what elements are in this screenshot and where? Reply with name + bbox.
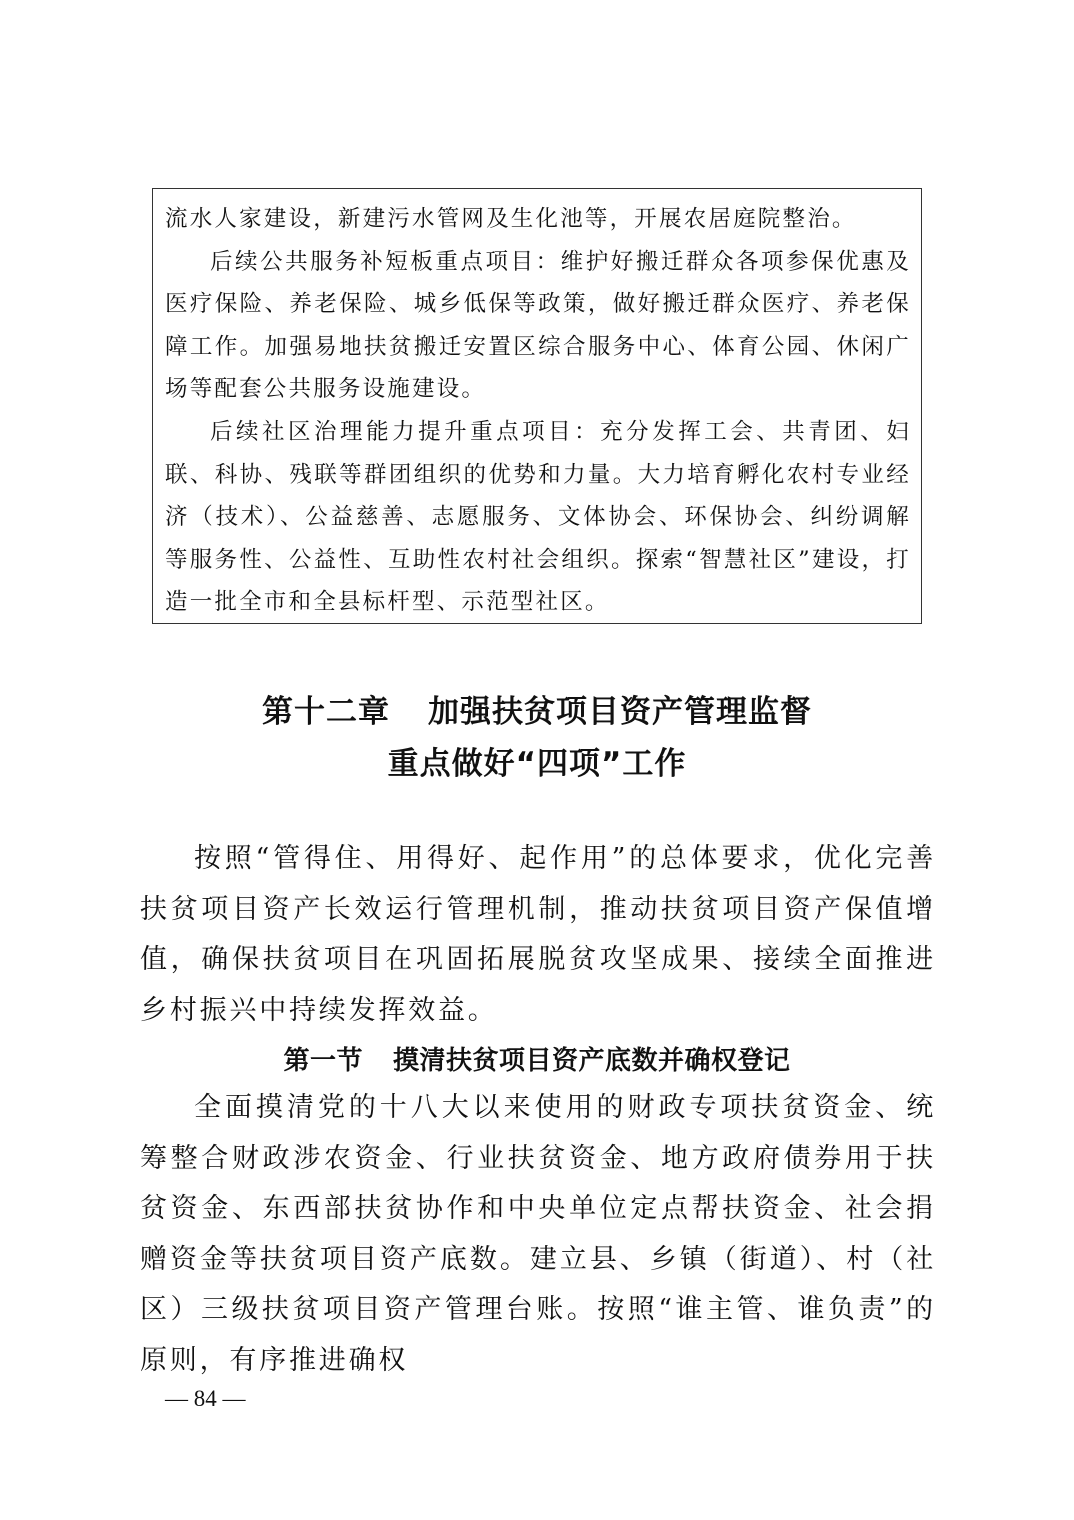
section-heading xyxy=(0,1040,1074,1077)
intro-paragraph: 按照“管得住、用得好、起作用”的总体要求，优化完善扶贫项目资产长效运行管理机制，推动扶贫项目资产保值增值，确保扶贫项目在巩固拓展脱贫攻坚成果、接续全面推进乡村振兴中持续发挥效益。 xyxy=(140,843,936,1026)
boxed-paragraph-2: 后续公共服务补短板重点项目：维护好搬迁群众各项参保优惠及医疗保险、养老保险、城乡低保等政策，做好搬迁群众医疗、养老保障工作。加强易地扶贫搬迁安置区综合服务中心、体育公园、休闲广场等配套公共服务设施建设。 xyxy=(165,248,911,403)
chapter-title-text: 加强扶贫项目资产管理监督 xyxy=(428,694,812,730)
section-number: 第一节 xyxy=(283,1046,363,1076)
chapter-title-line-2: 重点做好“四项”工作 xyxy=(387,746,687,782)
page-number: — 84 — xyxy=(165,1386,246,1411)
chapter-title-line-1 xyxy=(0,686,1074,731)
boxed-paragraph-3: 后续社区治理能力提升重点项目：充分发挥工会、共青团、妇联、科协、残联等群团组织的优势和力量。大力培育孵化农村专业经济（技术）、公益慈善、志愿服务、文体协会、环保协会、纠纷调解等服务性、公益性、互助性农村社会组织。探索“智慧社区”建设，打造一批全市和全县标杆型、示范型社区。 xyxy=(165,418,911,616)
section-paragraph: 全面摸清党的十八大以来使用的财政专项扶贫资金、统筹整合财政涉农资金、行业扶贫资金、地方政府债券用于扶贫资金、东西部扶贫协作和中央单位定点帮扶资金、社会捐赠资金等扶贫项目资产底数。建立县、乡镇（街道）、村（社区）三级扶贫项目资产管理台账。按照“谁主管、谁负责”的原则，有序推进确权 xyxy=(140,1092,936,1376)
chapter-number: 第十二章 xyxy=(262,694,390,730)
boxed-paragraph-1: 流水人家建设，新建污水管网及生化池等，开展农居庭院整治。 xyxy=(165,206,857,232)
boxed-text-panel xyxy=(152,188,922,624)
section-title-text: 摸清扶贫项目资产底数并确权登记 xyxy=(393,1046,791,1076)
